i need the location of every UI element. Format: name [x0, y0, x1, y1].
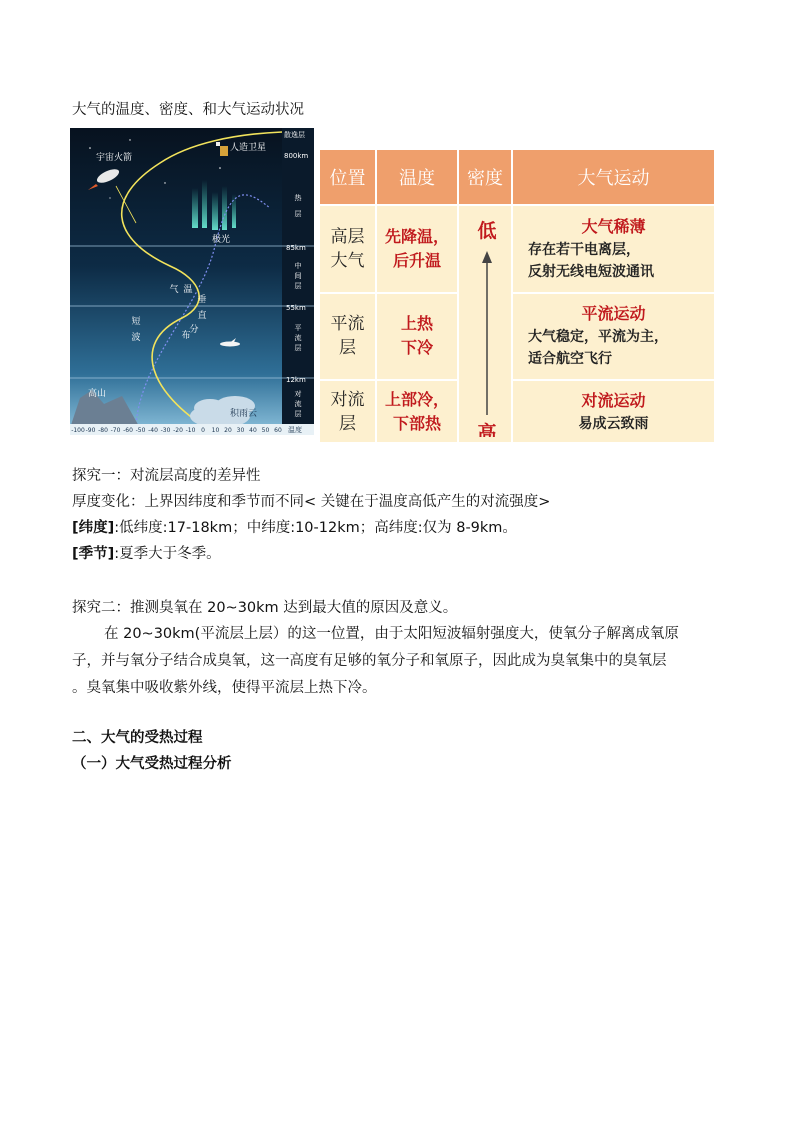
section1-latitude — [72, 518, 517, 538]
label-temp-curve: 气 — [169, 285, 179, 295]
density-high: 高 — [477, 422, 497, 437]
height-12km: 12km — [286, 376, 306, 384]
label-shortwave: 短 — [131, 317, 141, 327]
cell-position: 对流 层 — [320, 380, 376, 442]
section1-thickness: 厚度变化：上界因纬度和季节而不同< 关键在于温度高低产生的对流强度> — [72, 494, 551, 510]
season-label: [季节] — [72, 546, 115, 562]
cell-motion: 对流运动 易成云致雨 — [512, 380, 714, 442]
label-satellite: 人造卫星 — [230, 143, 267, 153]
label-shortwave: 波 — [131, 333, 141, 343]
latitude-label: [纬度] — [72, 520, 115, 536]
x-tick-label: -60 — [123, 427, 133, 434]
section2-title: 探究二：推测臭氧在 20~30km 达到最大值的原因及意义。 — [72, 600, 458, 616]
label-rocket: 宇宙火箭 — [96, 153, 133, 163]
atmosphere-table — [320, 150, 714, 437]
label-stratosphere: 平 — [294, 324, 302, 332]
section3-subtitle: （一）大气受热过程分析 — [72, 756, 232, 772]
x-tick-label: -80 — [98, 427, 108, 434]
label-stratosphere: 层 — [294, 344, 302, 352]
label-temp-curve: 直 — [197, 311, 207, 321]
x-tick-label: 50 — [261, 427, 270, 434]
cell-temperature: 先降温， 后升温 — [376, 205, 458, 293]
x-tick-label: -50 — [135, 427, 146, 434]
x-axis-ticks — [71, 427, 282, 434]
density-low: 低 — [477, 220, 497, 242]
cell-density — [458, 205, 512, 442]
label-troposphere: 层 — [294, 410, 302, 418]
header-motion: 大气运动 — [512, 150, 714, 205]
label-troposphere: 对 — [294, 390, 302, 398]
label-temp-curve: 温 — [183, 285, 193, 295]
label-thermosphere: 层 — [294, 210, 302, 218]
figure-heading: 大气的温度、密度、和大气运动状况 — [72, 102, 304, 118]
height-800km: 800km — [284, 152, 309, 160]
label-aurora: 极光 — [212, 235, 231, 245]
section2-para-line: 。臭氧集中吸收紫外线，使得平流层上热下冷。 — [72, 680, 377, 696]
table-row — [320, 380, 714, 442]
x-tick-label: 10 — [211, 427, 220, 434]
cell-temperature: 上热 下冷 — [376, 293, 458, 381]
x-tick-label: -100 — [71, 427, 85, 434]
x-tick-label: 30 — [236, 427, 245, 434]
label-mesosphere: 层 — [294, 282, 302, 290]
section1-season — [72, 544, 221, 564]
label-troposphere: 流 — [294, 400, 302, 408]
label-cloud: 积雨云 — [230, 409, 258, 419]
cell-temperature: 上部冷， 下部热 — [376, 380, 458, 442]
x-tick-label: 0 — [201, 427, 205, 434]
label-temp-unit: 温度 — [288, 426, 302, 434]
section3-title: 二、大气的受热过程 — [72, 730, 203, 746]
label-mountain: 高山 — [88, 389, 107, 399]
header-position: 位置 — [320, 150, 376, 205]
cell-position: 平流 层 — [320, 293, 376, 381]
label-thermosphere: 热 — [294, 194, 302, 202]
latitude-text: :低纬度:17-18km；中纬度:10-12km；高纬度:仅为 8-9km。 — [114, 520, 517, 536]
header-temperature: 温度 — [376, 150, 458, 205]
section2-para-line: 子，并与氧分子结合成臭氧，这一高度有足够的氧分子和氧原子，因此成为臭氧集中的臭氧层 — [72, 653, 667, 669]
x-tick-label: 60 — [274, 427, 282, 434]
height-85km: 85km — [286, 244, 306, 252]
x-tick-label: -20 — [173, 427, 183, 434]
section2-para-line: 在 20~30km(平流层上层）的这一位置，由于太阳短波辐射强度大，使氧分子解离成氧原 — [104, 626, 679, 642]
cell-position: 高层 大气 — [320, 205, 376, 293]
label-stratosphere: 流 — [294, 334, 302, 342]
cell-motion: 平流运动 大气稳定，平流为主， 适合航空飞行 — [512, 293, 714, 381]
cell-motion: 大气稀薄 存在若干电离层， 反射无线电短波通讯 — [512, 205, 714, 293]
x-tick-label: 40 — [249, 427, 257, 434]
height-55km: 55km — [286, 304, 306, 312]
atmosphere-layers-diagram — [70, 128, 314, 435]
atmosphere-diagram-svg — [70, 128, 314, 435]
x-tick-label: -10 — [185, 427, 196, 434]
label-temp-curve: 布 — [181, 331, 191, 341]
label-temp-curve: 垂 — [197, 295, 207, 305]
x-tick-label: -90 — [85, 427, 96, 434]
x-tick-label: 20 — [224, 427, 232, 434]
section1-title: 探究一：对流层高度的差异性 — [72, 468, 261, 484]
label-exosphere: 散逸层 — [284, 131, 305, 139]
x-tick-label: -40 — [148, 427, 158, 434]
table-row — [320, 205, 714, 293]
label-mesosphere: 中 — [294, 262, 302, 270]
label-temp-curve: 分 — [189, 325, 199, 335]
table-row — [320, 293, 714, 381]
x-tick-label: -70 — [110, 427, 121, 434]
density-arrow-icon — [460, 207, 514, 437]
x-tick-label: -30 — [160, 427, 171, 434]
header-density: 密度 — [458, 150, 512, 205]
season-text: :夏季大于冬季。 — [114, 546, 221, 562]
label-mesosphere: 间 — [294, 272, 302, 280]
